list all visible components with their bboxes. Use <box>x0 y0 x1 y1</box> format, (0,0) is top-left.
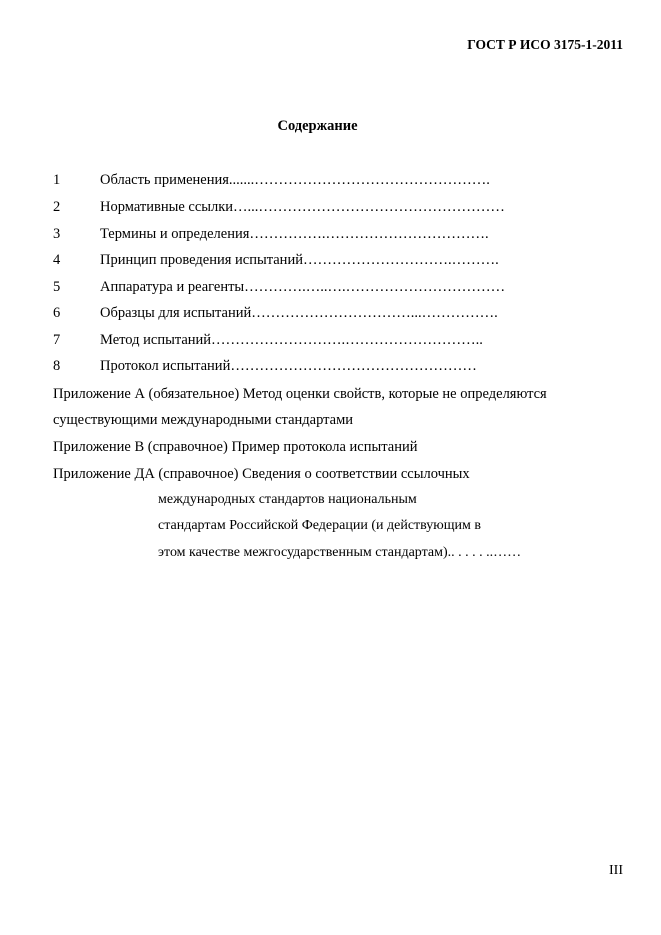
toc-entry-title: Образцы для испытаний……………………………...……………. <box>100 305 498 321</box>
toc-entry-title: Протокол испытаний…………………………………………… <box>100 358 477 374</box>
annex-da-line-2: международных стандартов национальным <box>158 492 417 507</box>
toc-entry-title: Нормативные ссылки…...…………………………………………… <box>100 199 505 215</box>
toc-entry-title: Термины и определения…………….……………………………. <box>100 226 489 242</box>
annex-da-line-4: этом качестве межгосударственным стандартам).. . . . . ..…… <box>158 545 522 560</box>
annex-da-line-3: стандартам Российской Федерации (и действующим в <box>158 518 481 533</box>
toc-entry-title: Принцип проведения испытаний………………………….………. <box>100 252 499 268</box>
toc-title: Содержание <box>277 118 358 134</box>
toc-entry-title: Аппаратура и реагенты………….…..….…………………………… <box>100 279 506 295</box>
toc-entry-number: 8 <box>53 358 61 374</box>
annex-a-line-2: существующими международными стандартами <box>53 412 354 428</box>
toc-entry-title: Область применения.......…………………………………………. <box>100 172 490 188</box>
toc-entry-number: 4 <box>53 252 61 268</box>
toc-entry-title: Метод испытаний……………………….……………………….. <box>100 332 483 348</box>
toc-entry-number: 1 <box>53 172 61 188</box>
annex-da-line-1: Приложение ДА (справочное) Сведения о соответствии ссылочных <box>53 466 470 482</box>
toc-entry-number: 6 <box>53 305 61 321</box>
toc-entry-number: 3 <box>53 226 61 242</box>
toc-entry-number: 2 <box>53 199 61 215</box>
annex-a-line-1: Приложение А (обязательное) Метод оценки свойств, которые не определяются <box>53 386 547 402</box>
toc-entry-number: 7 <box>53 332 61 348</box>
toc-annex-b[interactable]: Приложение В (справочное) Пример протокола испытаний <box>53 439 418 455</box>
page-number: III <box>609 863 623 878</box>
toc-entry-number: 5 <box>53 279 61 295</box>
document-code: ГОСТ Р ИСО 3175-1-2011 <box>467 37 623 52</box>
